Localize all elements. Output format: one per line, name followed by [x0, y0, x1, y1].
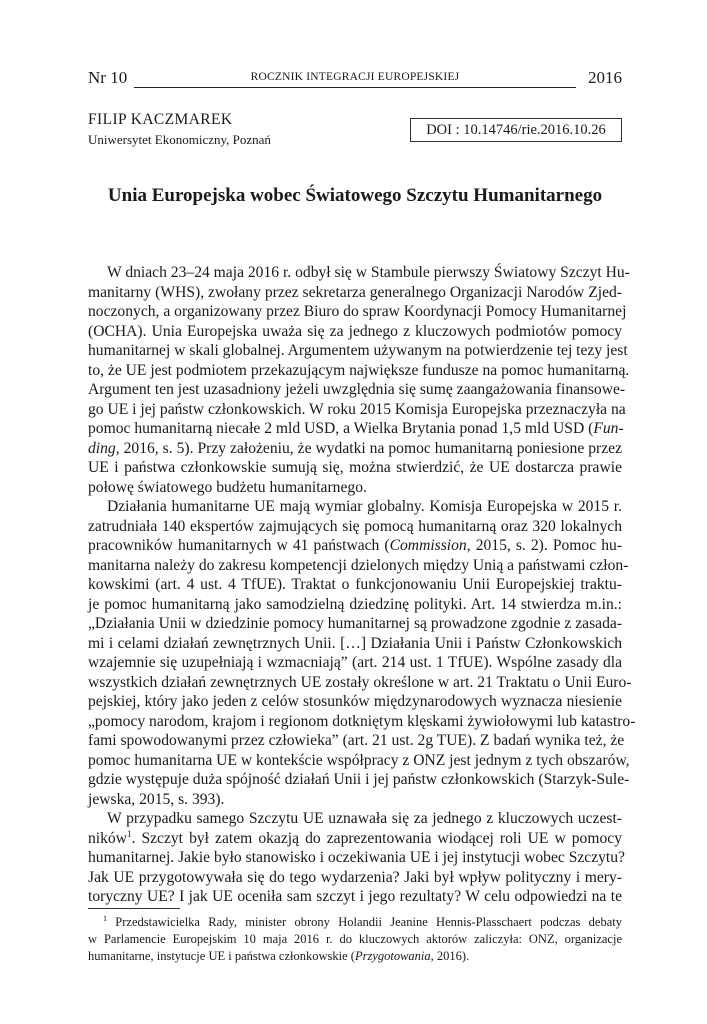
- issue-number: Nr 10: [88, 68, 128, 87]
- body-line: pomoc humanitarna UE w kontekście współpracy z ONZ jest jednym z tych obszarów,: [88, 751, 630, 769]
- body-line: Argument ten jest uzasadniony jeżeli uwzględnia się sumę zaangażowania finansowe-: [88, 381, 626, 398]
- body-line: „Działania Unii w dziedzinie pomocy humanitarnej są prowadzone zgodnie z zasada-: [88, 615, 622, 632]
- running-header: [88, 68, 622, 92]
- body-line: „pomocy narodom, krajom i regionom dotkniętym klęskami żywiołowymi lub katastro-: [88, 712, 636, 730]
- body-line: W przypadku samego Szczytu UE uznawała się za jednego z kluczowych uczest-: [107, 810, 622, 827]
- article-title: Unia Europejska wobec Światowego Szczytu Humanitarnego: [107, 185, 603, 206]
- journal-title: ROCZNIK INTEGRACJI EUROPEJSKIEJ: [250, 71, 460, 83]
- body-line: noczonych, a organizowany przez Biuro do spraw Koordynacji Pomocy Humanitarnej: [88, 303, 627, 320]
- body-line: to, że UE jest podmiotem przekazującym największe fundusze na pomoc humanitarną.: [88, 361, 630, 379]
- body-line: zatrudniała 140 ekspertów zajmujących się pomocą humanitarną oraz 320 lokalnych: [88, 517, 622, 535]
- issue-year: 2016: [588, 68, 622, 87]
- doi-box: DOI : 10.14746/rie.2016.10.26: [410, 118, 622, 142]
- body-line: go UE i jej państw członkowskich. W roku 2015 Komisja Europejska przeznaczyła na: [88, 400, 626, 418]
- body-line-with-footnote-ref: [88, 829, 622, 849]
- footnote-line: w Parlamencie Europejskim 10 maja 2016 r. do kluczowych aktorów zaliczyła: ONZ, organizacje: [88, 932, 622, 946]
- header-rule: [134, 87, 576, 88]
- body-line: humanitarnej. Jakie było stanowisko i oczekiwania UE i jej instytucji wobec Szczytu?: [88, 849, 625, 866]
- body-line: kowskimi (art. 4 ust. 4 TfUE). Traktat o funkcjonowaniu Unii Europejskiej traktu-: [88, 576, 622, 593]
- footnote: [88, 914, 622, 965]
- body-line-text: ników$^1$. Szczyt był zatem okazją do zaprezentowania wiodącej roli UE w pomocy: [88, 828, 622, 847]
- body-line: UE i państwa członkowskie sumują się, można stwierdzić, że UE dostarcza prawie: [88, 459, 622, 476]
- body-line: Działania humanitarne UE mają wymiar globalny. Komisja Europejska w 2015 r.: [107, 498, 622, 515]
- body-line: (OCHA). Unia Europejska uważa się za jednego z kluczowych podmiotów pomocy: [88, 322, 622, 340]
- body-line: jewska, 2015, s. 393).: [88, 790, 225, 808]
- body-line: połowę światowego budżetu humanitarnego.: [88, 478, 367, 496]
- footnote-separator: [88, 908, 180, 909]
- body-line: wzajemnie się uzupełniają i wzmacniają” (art. 214 ust. 1 TfUE). Wspólne zasady dla: [88, 654, 622, 671]
- body-line: wszystkich działań zewnętrznych UE zostały określone w art. 21 Traktatu o Unii Euro-: [88, 673, 632, 691]
- body-line: humanitarnej w skali globalnej. Argumentem używanym na potwierdzenie tej tezy jest: [88, 342, 628, 359]
- footnote-text: Przedstawicielka Rady, minister obrony Holandii Jeanine Hennis-Plasschaert podczas debaty: [115, 915, 623, 929]
- author-affiliation: Uniwersytet Ekonomiczny, Poznań: [88, 132, 271, 147]
- body-line: je pomoc humanitarną jako samodzielną dziedzinę polityki. Art. 14 stwierdza m.in.:: [88, 595, 622, 613]
- body-line: toryczny UE? I jak UE oceniła sam szczyt i jego rezultaty? W celu odpowiedzi na te: [88, 888, 622, 905]
- body-line: manitarna należy do zakresu kompetencji dzielonych między Unią a państwami człon-: [88, 556, 629, 574]
- footnote-line: humanitarne, instytucje UE i państwa członkowskie (Przygotowania, 2016).: [88, 949, 470, 963]
- footnote-line: [88, 914, 622, 931]
- body-line: Jak UE przygotowywała się do tego wydarzenia? Jaki był wpływ polityczny i mery-: [88, 868, 622, 886]
- footnote-ref: 1: [126, 828, 132, 839]
- body-line: gdzie występuje duża spójność działań Unii i jej państw członkowskich (Starzyk-Sule-: [88, 771, 630, 788]
- footnote-marker: 1: [103, 913, 107, 923]
- article-body: [88, 263, 636, 907]
- body-line: pracowników humanitarnych w 41 państwach (Commission, 2015, s. 2). Pomoc hu-: [88, 537, 623, 554]
- body-line: fami spowodowanymi przez człowieka” (art. 21 ust. 2g TUE). Z badań wynika też, że: [88, 732, 625, 749]
- body-line: mi i celami działań zewnętrznych Unii. […] Działania Unii i Państw Członkowskich: [88, 634, 622, 652]
- body-line: pejskiej, który jako jeden z celów stosunków międzynarodowych wyznacza niesienie: [88, 693, 622, 710]
- author-name: FILIP KACZMAREK: [88, 111, 233, 128]
- body-line: ding, 2016, s. 5). Przy założeniu, że wydatki na pomoc humanitarną poniesione przez: [88, 439, 622, 457]
- body-line: pomoc humanitarną niecałe 2 mld USD, a Wielka Brytania ponad 1,5 mld USD (Fun-: [88, 420, 624, 437]
- body-line: manitarny (WHS), zwołany przez sekretarza generalnego Organizacji Narodów Zjed-: [88, 283, 622, 301]
- body-line: W dniach 23–24 maja 2016 r. odbył się w Stambule pierwszy Światowy Szczyt Hu-: [107, 264, 630, 281]
